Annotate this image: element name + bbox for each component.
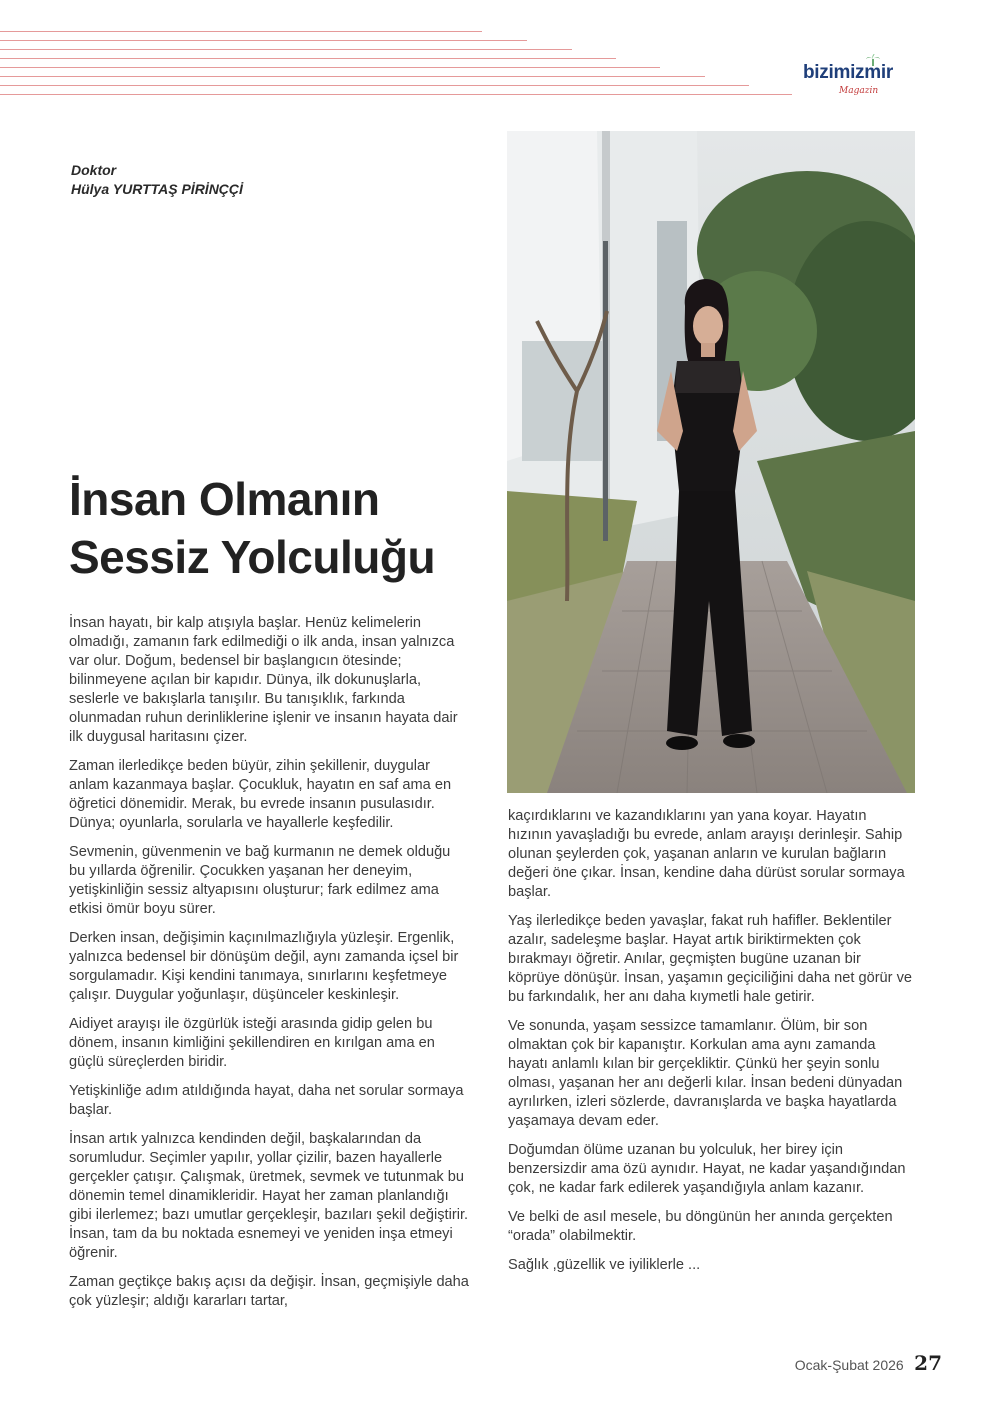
logo-wordmark-accent: izmir: [850, 62, 893, 83]
article-paragraph: Doğumdan ölüme uzanan bu yolculuk, her birey için benzersizdir ama özü aynıdır. Hayat, ne kadar yaşandığından çok, ne kadar fark edilerek yaşandığıyla anlam kazanır.: [508, 1142, 906, 1196]
header-line: [0, 94, 792, 95]
article-paragraph: Yaş ilerledikçe beden yavaşlar, fakat ruh hafifler. Beklentiler azalır, sadeleşme başlar. Hayat artık biriktirmekten çok bırakmayı öğretir. Anılar, geçmişten bugüne uzanan bir köprüye dönüşür. İnsan, yaşamın geçiciliğini daha net görür ve bu farkındalık, her anı daha kıymetli hale getirir.: [508, 913, 912, 1005]
author-block: [71, 161, 243, 199]
article-paragraph: Aidiyet arayışı ile özgürlük isteği arasında gidip gelen bu dönem, insanın kimliğini şekillendiren en kırılgan ama en güçlü süreçlerden biridir.: [69, 1016, 435, 1070]
author-name: Hülya YURTTAŞ PİRİNÇÇİ: [71, 181, 243, 197]
article-paragraph: Zaman ilerledikçe beden büyür, zihin şekillenir, duygular anlam kazanmaya başlar. Çocukluk, hayatın en saf ama en öğretici dönemidir. Merak, bu evrede insanın pusulasıdır. Dünya; oyunlarla, sorularla ve hayallerle keşfedilir.: [69, 758, 452, 831]
page-footer: [795, 1351, 942, 1375]
article-title-line: Sessiz Yolculuğu: [69, 531, 436, 583]
article-paragraph: Sağlık ,güzellik ve iyiliklerle ...: [508, 1257, 701, 1273]
article-paragraph: Zaman geçtikçe bakış açısı da değişir. İnsan, geçmişiyle daha çok yüzleşir; aldığı kararları tartar,: [69, 1274, 469, 1309]
logo-subtitle: Magazin: [839, 86, 879, 96]
header-line: [0, 67, 660, 68]
page-number: 27: [914, 1351, 942, 1375]
header-line: [0, 31, 482, 32]
article-column-left: [69, 614, 469, 1321]
header-line: [0, 85, 749, 86]
article-title: [69, 470, 435, 586]
header-line: [0, 76, 705, 77]
article-paragraph: kaçırdıklarını ve kazandıklarını yan yana koyar. Hayatın hızının yavaşladığı bu evrede, anlam arayışı derinleşir. Sahip olunan şeylerden çok, yaşanan anların ve kurulan bağların değeri öne çıkar. İnsan, kendine daha dürüst sorular sormaya başlar.: [508, 808, 905, 900]
article-paragraph: Derken insan, değişimin kaçınılmazlığıyla yüzleşir. Ergenlik, yalnızca bedensel bir dönüşüm değil, aynı zamanda içsel bir sorgulamadır. Kişi kendini tanımaya, sınırlarını keşfetmeye çalışır. Duygular yoğunlaşır, düşünceler keskinleşir.: [69, 930, 459, 1003]
article-photo: [507, 131, 915, 793]
header-line: [0, 49, 572, 50]
issue-date: Ocak-Şubat 2026: [794, 1357, 904, 1373]
palm-tree-icon: [865, 54, 881, 66]
article-paragraph: Yetişkinliğe adım atıldığında hayat, daha net sorular sormaya başlar.: [69, 1083, 464, 1118]
header-line: [0, 40, 527, 41]
article-paragraph: Ve belki de asıl mesele, bu döngünün her anında gerçekten “orada” olabilmektir.: [508, 1209, 893, 1244]
author-role: Doktor: [71, 162, 117, 178]
article-paragraph: İnsan hayatı, bir kalp atışıyla başlar. Henüz kelimelerin olmadığı, zamanın fark edilmediği o ilk anda, insan yalnızca var olur. Doğum, bedensel bir başlangıcın ötesinde; bilinmeyene açılan bir kapıdır. Dünya, ilk dokunuşlarla, seslerle ve bakışlarla tanışılır. Bu tanışıklık, farkında olunmadan ruhun derinliklerine işlenir ve insanın hayata dair ilk duygusal haritasını çizer.: [69, 615, 458, 745]
woman-walking-photo: [507, 131, 915, 793]
logo-wordmark: bizimizmir: [803, 62, 893, 83]
article-paragraph: İnsan artık yalnızca kendinden değil, başkalarından da sorumludur. Seçimler yapılır, yollar çizilir, bazen hayallerle gerçekler çatışır. Çalışmak, üretmek, sevmek ve tutunmak bu dönemin temel dinamikleridir. Hayat her zaman planlandığı gibi ilerlemez; bazı umutlar gerçekleşir, bazıları şekil değiştirir. İnsan, tam da bu noktada esnemeyi ve yeniden inşa etmeyi öğrenir.: [69, 1131, 469, 1261]
article-paragraph: Sevmenin, güvenmenin ve bağ kurmanın ne demek olduğu bu yıllarda öğrenilir. Çocukken yaşanan her deneyim, yetişkinliğin sessiz altyapısını oluşturur; fark edilmez ama etkisi ömür boyu sürer.: [69, 844, 451, 917]
article-title-line: İnsan Olmanın: [69, 473, 380, 525]
article-paragraph: Ve sonunda, yaşam sessizce tamamlanır. Ölüm, bir son olmaktan çok bir kapanıştır. Korkulan ama aynı zamanda hayatı anlamlı kılan bir gerçekliktir. Çünkü her şeyin sonlu olması, yaşanan her anı değerli kılar. İnsan bedeni dünyadan ayrılırken, izleri sözlerde, davranışlarda ve başka hayatlarda yaşamaya devam eder.: [508, 1018, 903, 1129]
article-column-right: [508, 807, 912, 1285]
header-line: [0, 58, 616, 59]
magazine-logo: [803, 62, 918, 102]
